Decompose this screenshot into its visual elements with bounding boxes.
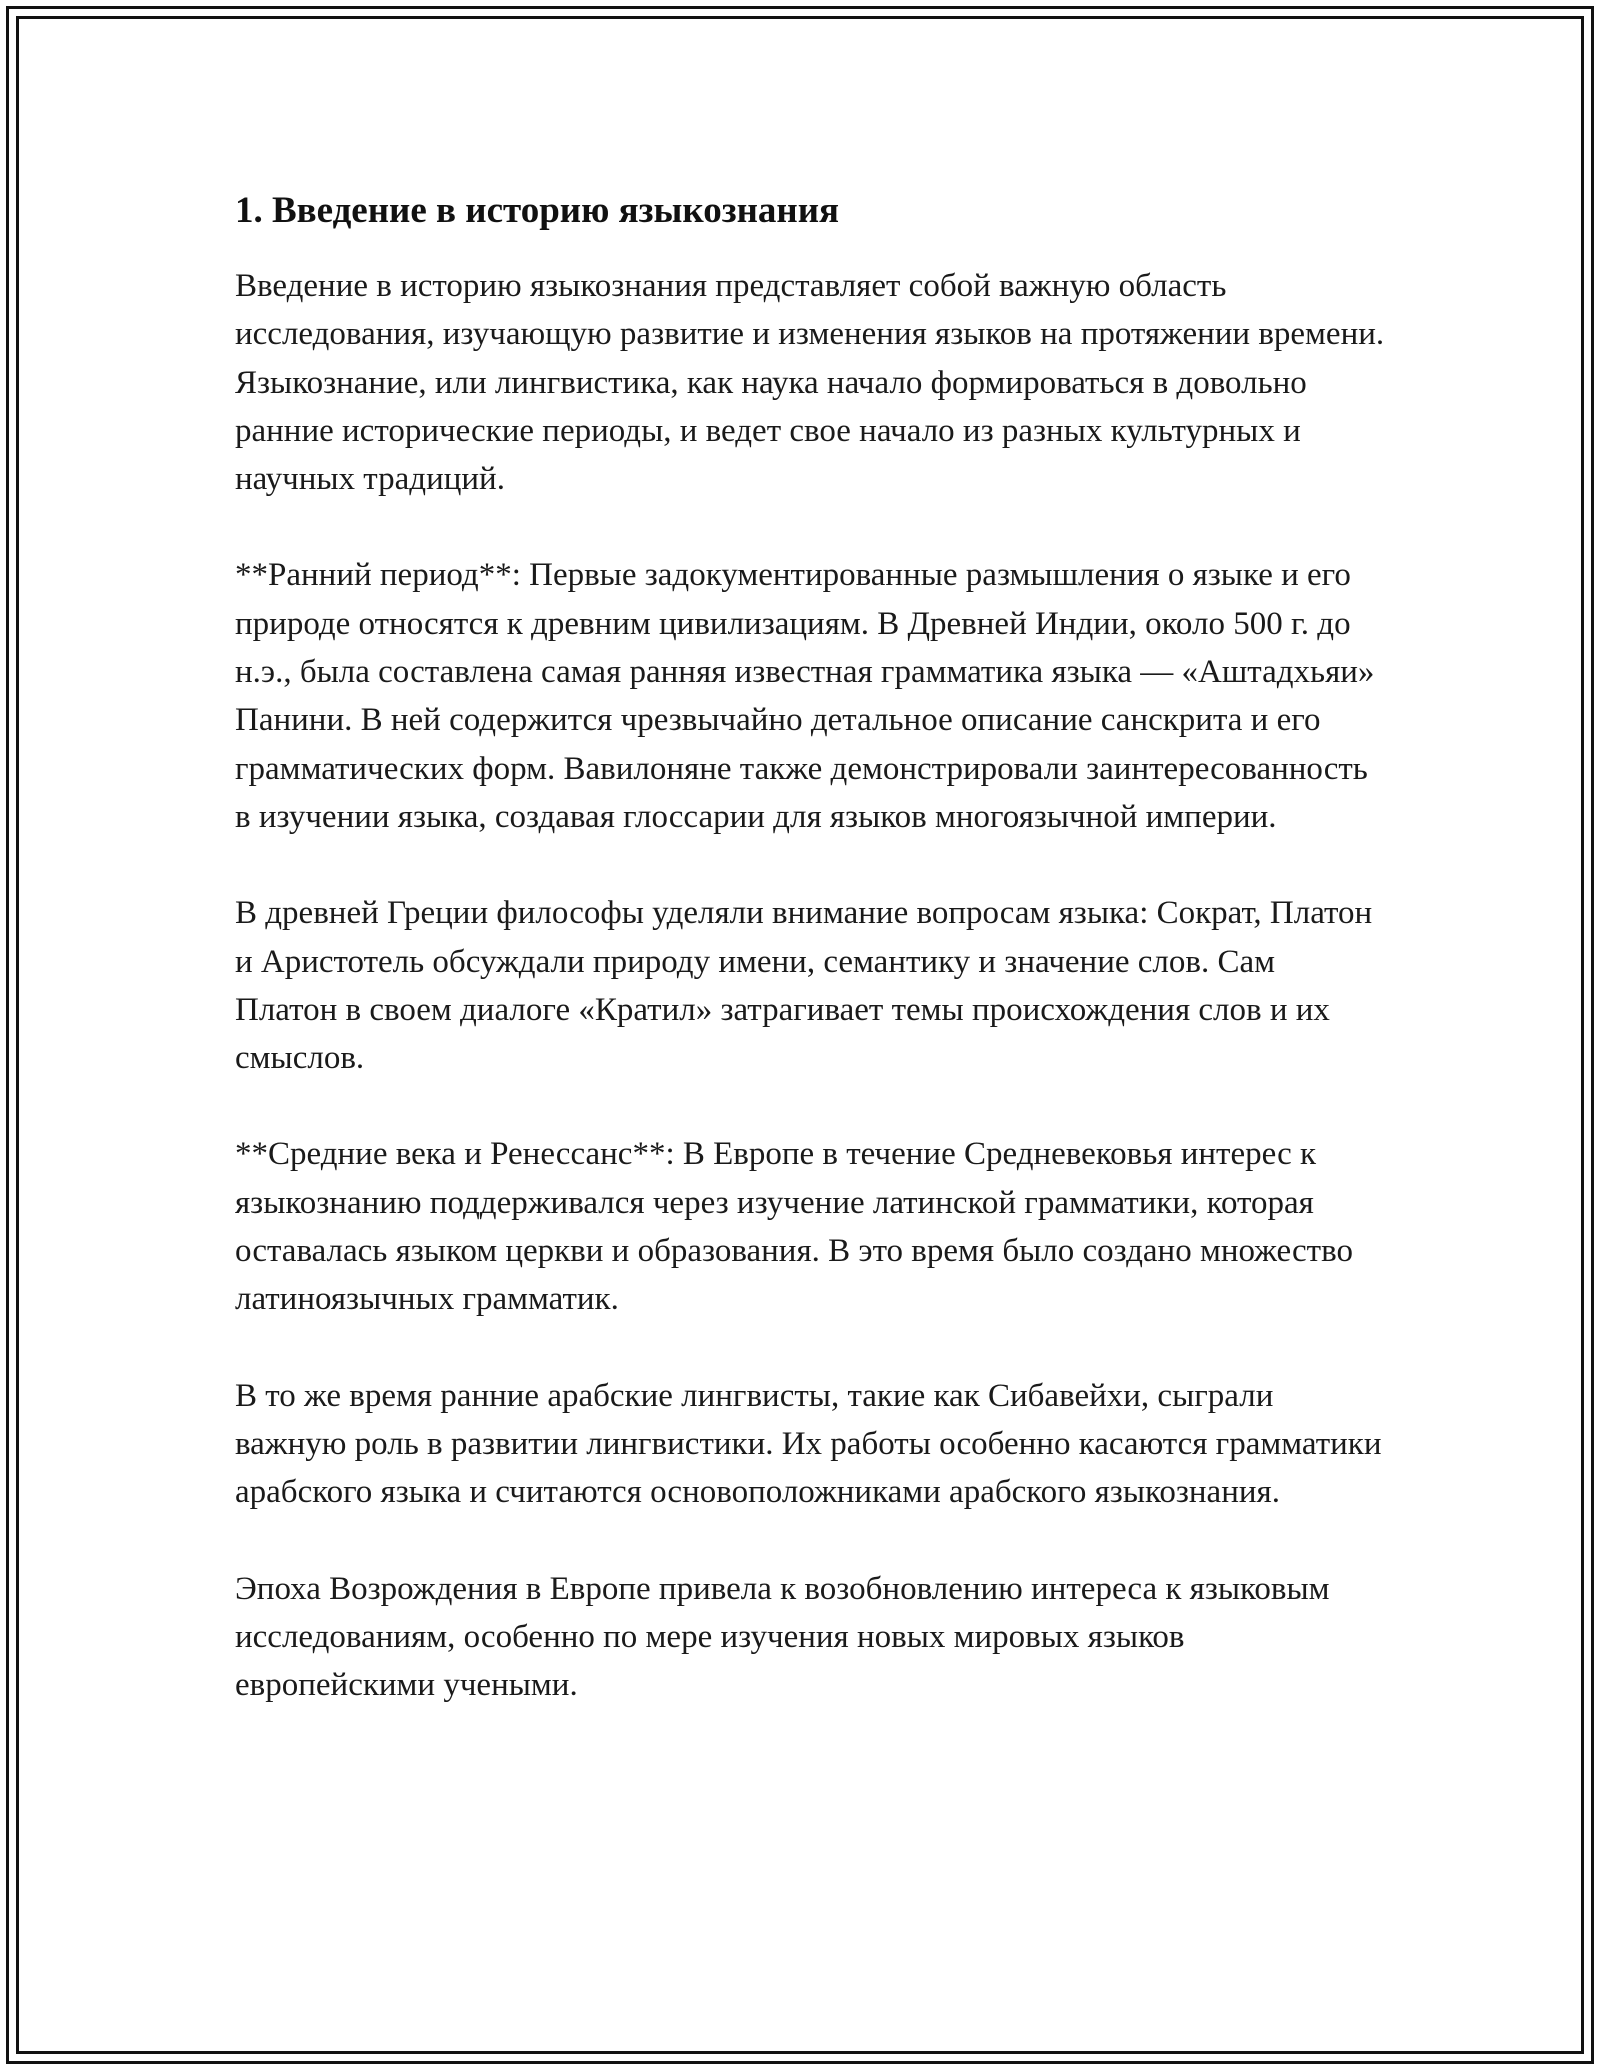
- section-heading: 1. Введение в историю языкознания: [235, 190, 840, 231]
- document-body: [235, 186, 1385, 1709]
- paragraph-arabic-linguists: В то же время ранние арабские лингвисты, такие как Сибавейхи, сыграли важную роль в развитии лингвистики. Их работы особенно касаются грамматики арабского языка и считаются основоположниками арабского языкознания.: [235, 1377, 1382, 1511]
- paragraph-renaissance: Эпоха Возрождения в Европе привела к возобновлению интереса к языковым исследованиям, особенно по мере изучения новых мировых языков европейскими учеными.: [235, 1570, 1330, 1704]
- paragraph-middle-ages: **Средние века и Ренессанс**: В Европе в течение Средневековья интерес к языкознанию поддерживался через изучение латинской грамматики, которая оставалась языком церкви и образования. В это время было создано множество латиноязычных грамматик.: [235, 1136, 1353, 1318]
- paragraph-intro: Введение в историю языкознания представляет собой важную область исследования, изучающую развитие и изменения языков на протяжении времени. Языкознание, или лингвистика, как наука начало формироваться в довольно ранние исторические периоды, и ведет свое начало из разных культурных и научных традиций.: [235, 268, 1385, 498]
- paragraph-early-period: **Ранний период**: Первые задокументированные размышления о языке и его природе относятся к древним цивилизациям. В Древней Индии, около 500 г. до н.э., была составлена самая ранняя известная грамматика языка — «Аштадхьяи» Панини. В ней содержится чрезвычайно детальное описание санскрита и его грамматических форм. Вавилоняне также демонстрировали заинтересованность в изучении языка, создавая глоссарии для языков многоязычной империи.: [235, 557, 1375, 835]
- paragraph-ancient-greece: В древней Греции философы уделяли внимание вопросам языка: Сократ, Платон и Аристотель обсуждали природу имени, семантику и значение слов. Сам Платон в своем диалоге «Кратил» затрагивает темы происхождения слов и их смыслов.: [235, 895, 1373, 1077]
